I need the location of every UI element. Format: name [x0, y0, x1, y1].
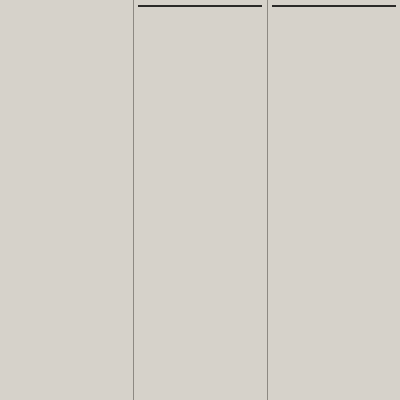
column-text — [138, 13, 262, 400]
column-middle — [133, 0, 262, 400]
column-right — [267, 0, 396, 400]
column-top-rule — [138, 5, 262, 7]
column-text — [4, 3, 128, 400]
column-top-rule — [272, 5, 396, 7]
column-text — [272, 13, 396, 400]
column-left — [4, 0, 128, 400]
